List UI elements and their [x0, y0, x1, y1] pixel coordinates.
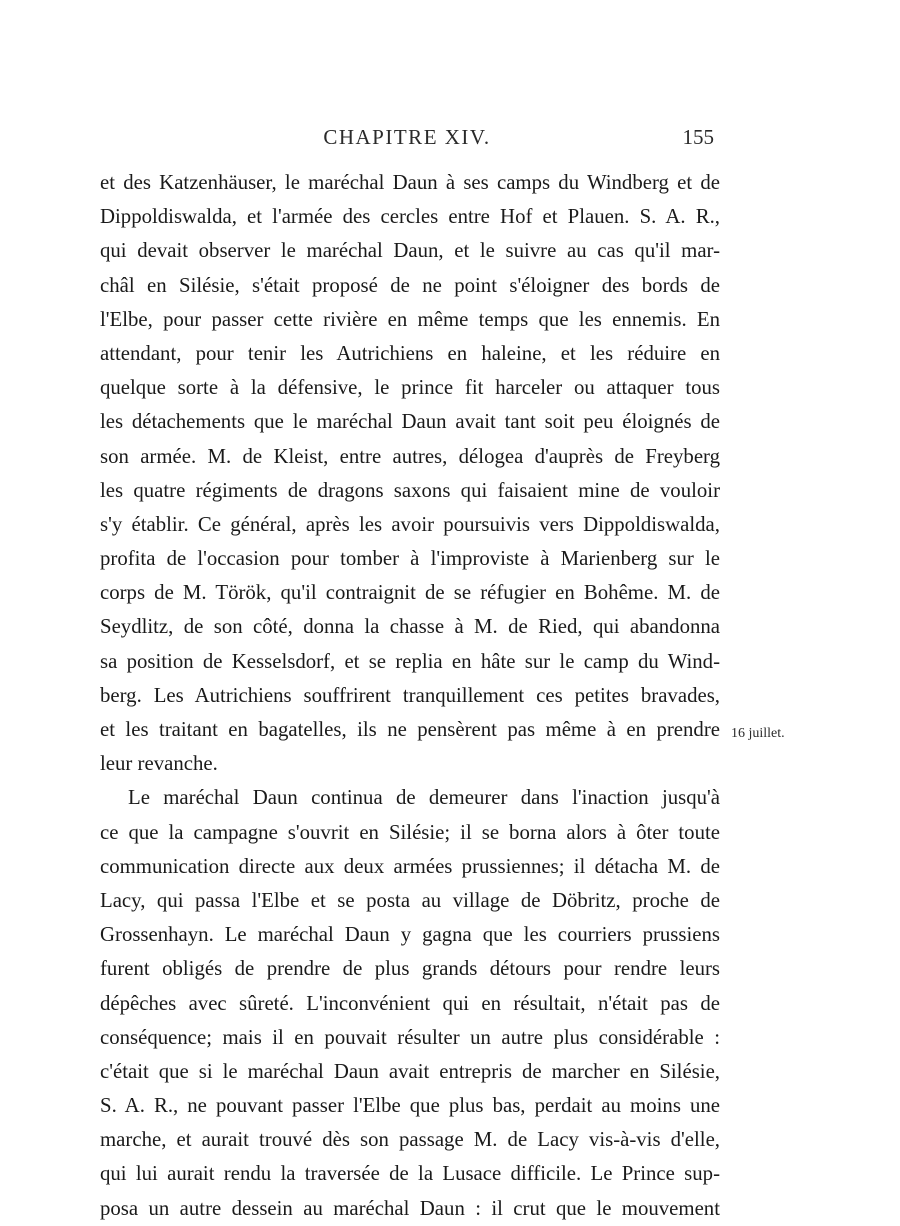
text-line: ce que la campagne s'ouvrit en Silésie; il se borna alors à ôter toute	[100, 820, 720, 844]
body-text	[100, 166, 720, 1226]
text-line: châl en Silésie, s'était proposé de ne point s'éloigner des bords de	[100, 273, 720, 297]
paragraph-1	[100, 166, 720, 781]
text-line: attendant, pour tenir les Autrichiens en haleine, et les réduire en	[100, 341, 720, 365]
text-line: s'y établir. Ce général, après les avoir poursuivis vers Dippoldiswalda,	[100, 512, 720, 536]
text-line: l'Elbe, pour passer cette rivière en même temps que les ennemis. En	[100, 307, 720, 331]
text-line: Grossenhayn. Le maréchal Daun y gagna que les courriers prussiens	[100, 923, 720, 947]
text-line: leur revanche.	[100, 752, 218, 776]
page-number: 155	[682, 125, 714, 149]
text-line: les quatre régiments de dragons saxons qui faisaient mine de vouloir	[100, 478, 720, 502]
text-line: profita de l'occasion pour tomber à l'improviste à Marienberg sur le	[100, 547, 720, 571]
paragraph-2	[100, 781, 720, 1225]
text-line: son armée. M. de Kleist, entre autres, délogea d'auprès de Freyberg	[100, 444, 720, 468]
text-line: furent obligés de prendre de plus grands détours pour rendre leurs	[100, 957, 720, 981]
text-line: communication directe aux deux armées prussiennes; il détacha M. de	[100, 854, 720, 878]
text-line: qui lui aurait rendu la traversée de la Lusace difficile. Le Prince sup-	[100, 1162, 720, 1186]
text-line: S. A. R., ne pouvant passer l'Elbe que plus bas, perdait au moins une	[100, 1094, 720, 1118]
text-line: conséquence; mais il en pouvait résulter un autre plus considérable :	[100, 1025, 720, 1049]
margin-note-date: 16 juillet.	[731, 726, 785, 741]
text-line: c'était que si le maréchal Daun avait entrepris de marcher en Silésie,	[100, 1059, 720, 1083]
text-line: Lacy, qui passa l'Elbe et se posta au village de Döbritz, proche de	[100, 888, 720, 912]
text-line: Dippoldiswalda, et l'armée des cercles entre Hof et Plauen. S. A. R.,	[100, 205, 720, 229]
text-line: les détachements que le maréchal Daun avait tant soit peu éloignés de	[100, 410, 720, 434]
text-line: sa position de Kesselsdorf, et se replia en hâte sur le camp du Wind-	[100, 649, 720, 673]
text-line: posa un autre dessein au maréchal Daun : il crut que le mouvement	[100, 1196, 720, 1220]
text-line: dépêches avec sûreté. L'inconvénient qui en résultait, n'était pas de	[100, 991, 720, 1015]
text-line: qui devait observer le maréchal Daun, et le suivre au cas qu'il mar-	[100, 239, 720, 263]
text-line: et des Katzenhäuser, le maréchal Daun à ses camps du Windberg et de	[100, 171, 720, 194]
text-line: corps de M. Török, qu'il contraignit de se réfugier en Bohême. M. de	[100, 581, 720, 605]
text-line: Seydlitz, de son côté, donna la chasse à M. de Ried, qui abandonna	[100, 615, 720, 639]
text-line: et les traitant en bagatelles, ils ne pensèrent pas même à en prendre	[100, 718, 720, 741]
text-line: berg. Les Autrichiens souffrirent tranquillement ces petites bravades,	[100, 683, 720, 707]
text-line: Le maréchal Daun continua de demeurer dans l'inaction jusqu'à	[128, 786, 720, 810]
text-line: quelque sorte à la défensive, le prince fit harceler ou attaquer tous	[100, 376, 720, 400]
running-head	[100, 125, 714, 157]
chapter-title: CHAPITRE XIV.	[323, 125, 491, 149]
text-line: marche, et aurait trouvé dès son passage M. de Lacy vis-à-vis d'elle,	[100, 1128, 720, 1152]
